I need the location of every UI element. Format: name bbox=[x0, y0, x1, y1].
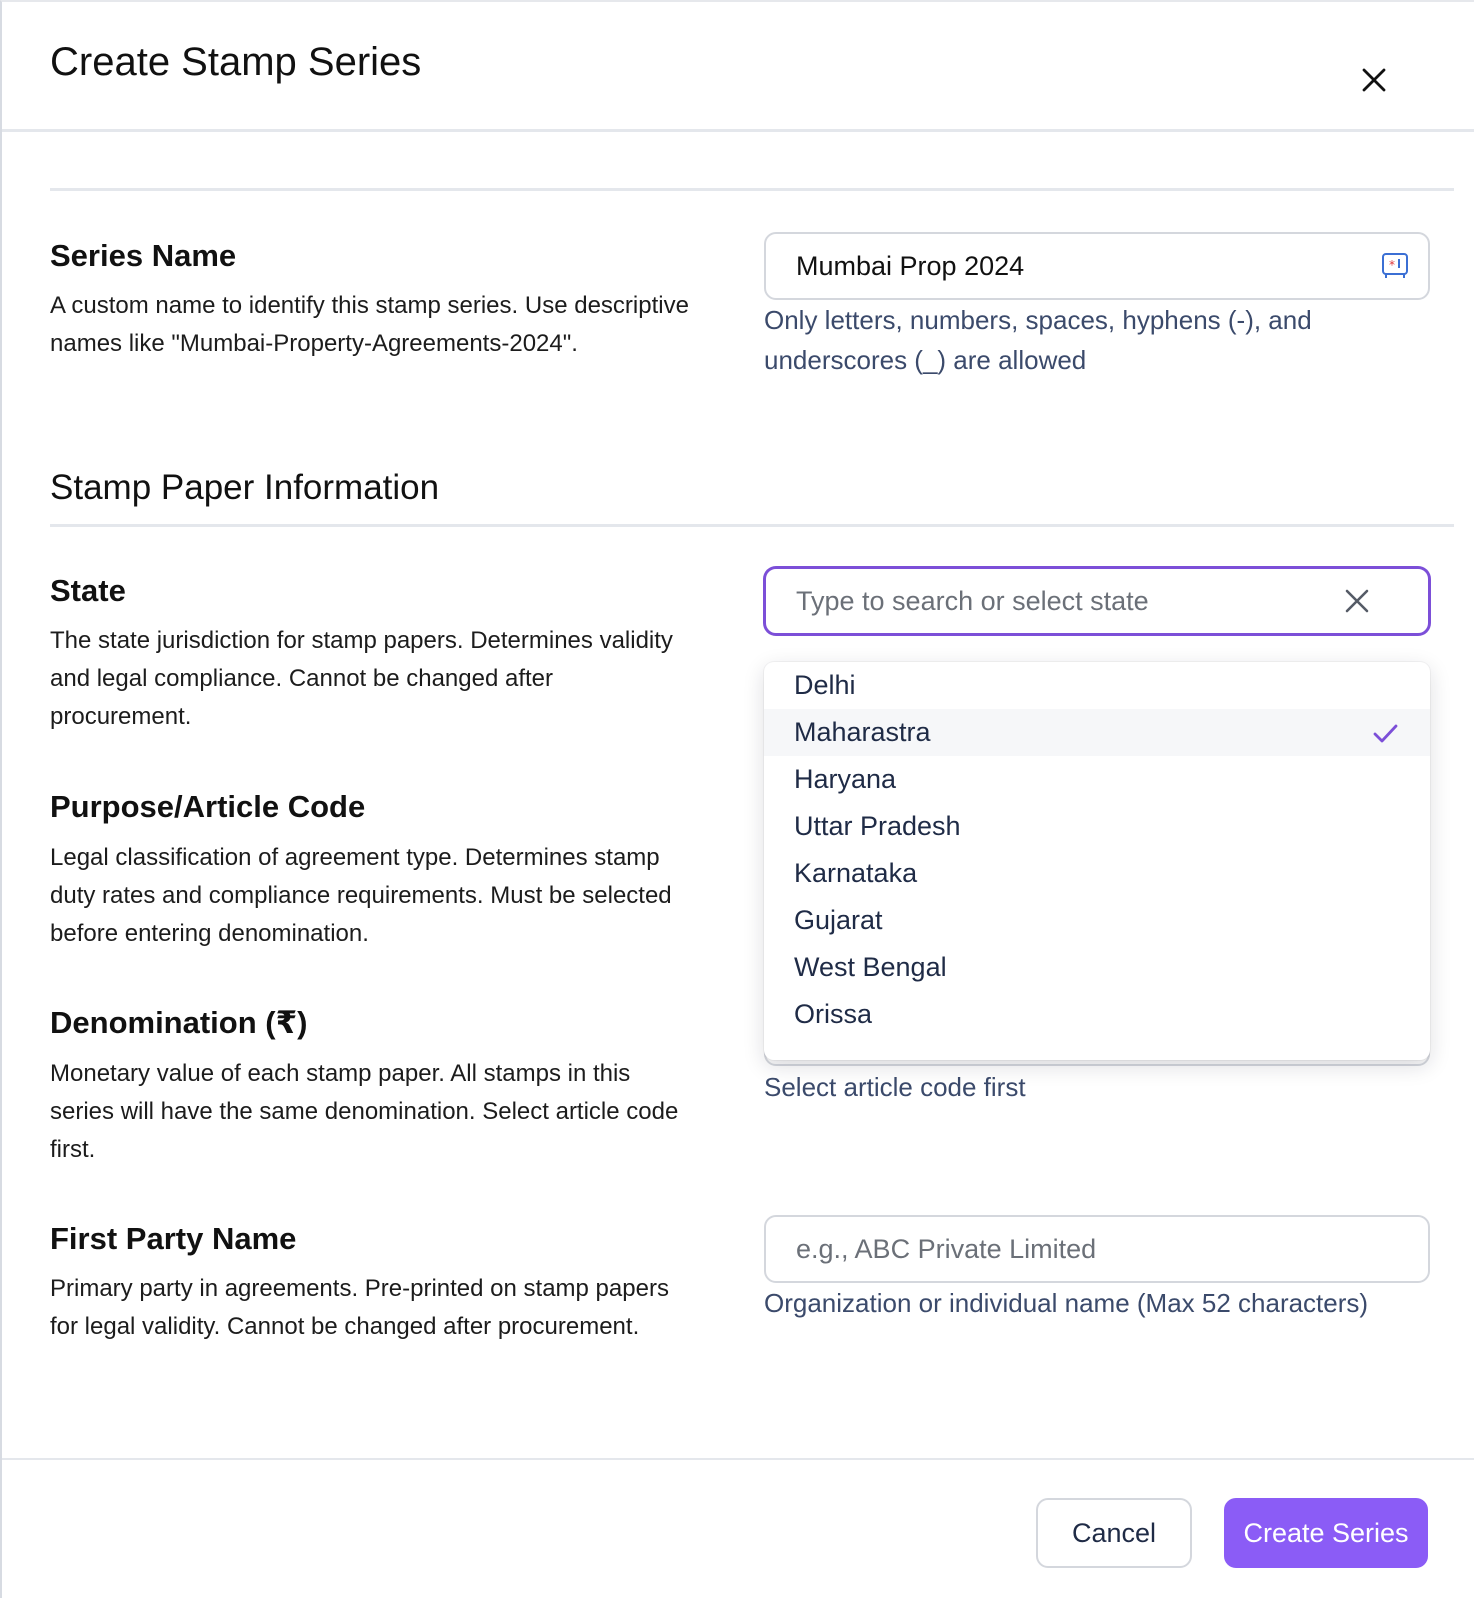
modal-title: Create Stamp Series bbox=[50, 40, 422, 84]
clear-icon bbox=[1344, 588, 1370, 614]
check-icon bbox=[1370, 718, 1400, 748]
modal-header bbox=[2, 2, 1474, 132]
first-party-helper: Organization or individual name (Max 52 characters) bbox=[764, 1288, 1369, 1318]
state-option-karnataka[interactable]: Karnataka bbox=[794, 858, 918, 888]
clear-state-button[interactable] bbox=[1342, 586, 1372, 616]
section-title: Stamp Paper Information bbox=[50, 468, 440, 507]
article-code-description: Legal classification of agreement type. Determines stamp duty rates and compliance requirements. Must be selected before entering denomination. bbox=[50, 844, 672, 947]
first-party-input[interactable] bbox=[764, 1215, 1430, 1283]
series-name-helper: Only letters, numbers, spaces, hyphens (-), and underscores (_) are allowed bbox=[764, 305, 1312, 375]
state-option-maharastra[interactable] bbox=[764, 709, 1430, 756]
first-party-label: First Party Name bbox=[50, 1221, 297, 1256]
close-icon bbox=[1360, 66, 1388, 94]
state-option-haryana[interactable]: Haryana bbox=[794, 764, 897, 794]
denomination-description: Monetary value of each stamp paper. All stamps in this series will have the same denomination. Select article code first. bbox=[50, 1060, 679, 1163]
state-description: The state jurisdiction for stamp papers. Determines validity and legal compliance. Cannot be changed after procurement. bbox=[50, 627, 673, 730]
series-name-input[interactable] bbox=[764, 232, 1430, 300]
close-button[interactable] bbox=[1354, 60, 1394, 100]
series-name-description: A custom name to identify this stamp series. Use descriptive names like "Mumbai-Property-Agreements-2024". bbox=[50, 292, 689, 357]
denomination-label: Denomination (₹) bbox=[50, 1005, 308, 1040]
autofill-icon bbox=[1380, 250, 1410, 280]
state-option-orissa[interactable]: Orissa bbox=[794, 999, 873, 1029]
first-party-description: Primary party in agreements. Pre-printed on stamp papers for legal validity. Cannot be changed after procurement. bbox=[50, 1275, 669, 1340]
article-code-label: Purpose/Article Code bbox=[50, 789, 366, 824]
divider bbox=[50, 188, 1454, 191]
state-option-label: Maharastra bbox=[794, 717, 931, 747]
section-divider bbox=[50, 524, 1454, 527]
state-option-delhi[interactable]: Delhi bbox=[794, 670, 856, 700]
modal-footer bbox=[2, 1458, 1474, 1602]
series-name-label: Series Name bbox=[50, 238, 237, 273]
state-dropdown-list bbox=[764, 662, 1430, 1060]
create-series-button[interactable]: Create Series bbox=[1224, 1498, 1428, 1568]
state-option-uttar-pradesh[interactable]: Uttar Pradesh bbox=[794, 811, 961, 841]
autofill-card-icon[interactable] bbox=[1380, 250, 1410, 280]
state-label: State bbox=[50, 573, 126, 608]
state-option-gujarat[interactable]: Gujarat bbox=[794, 905, 883, 935]
denomination-helper: Select article code first bbox=[764, 1072, 1026, 1102]
svg-text:*: * bbox=[1389, 258, 1395, 272]
state-option-west-bengal[interactable]: West Bengal bbox=[794, 952, 947, 982]
cancel-button[interactable]: Cancel bbox=[1036, 1498, 1192, 1568]
state-search-input[interactable] bbox=[764, 567, 1430, 635]
